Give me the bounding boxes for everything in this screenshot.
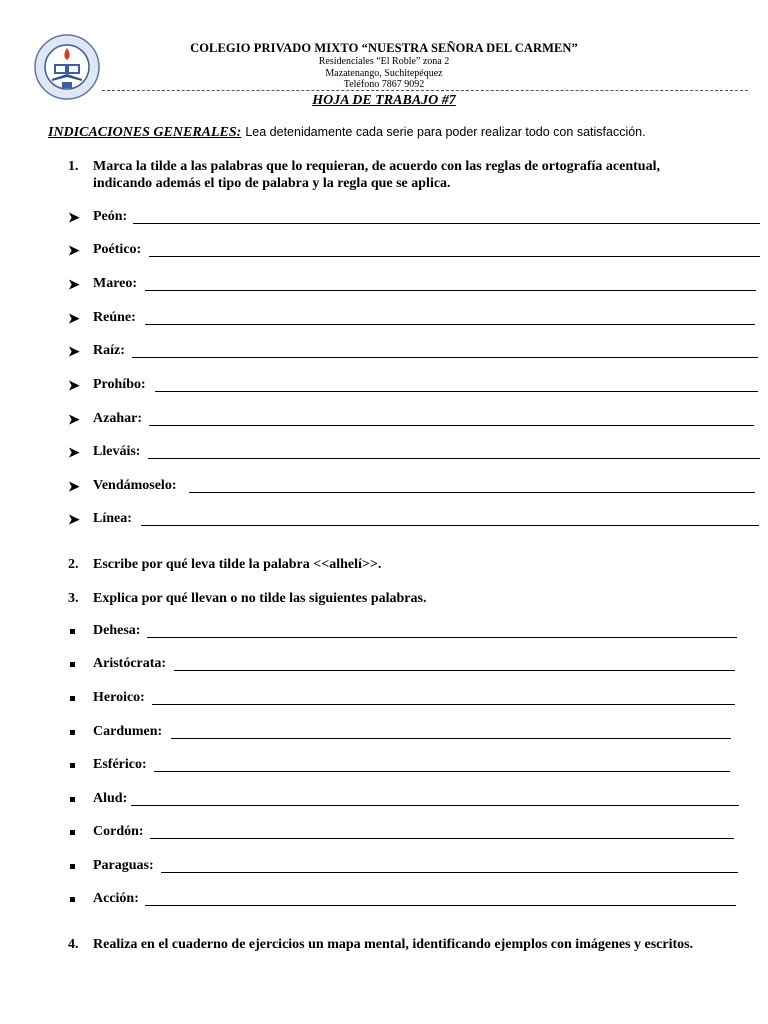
general-instructions [48,125,646,141]
square-bullet-icon [70,897,75,902]
square-bullet-icon [70,830,75,835]
arrow-bullet-icon: ➤ [68,413,80,428]
answer-line[interactable] [148,458,760,459]
answer-line[interactable] [149,256,760,257]
arrow-bullet-icon: ➤ [68,446,80,461]
arrow-bullet-icon: ➤ [68,211,80,226]
arrow-bullet-icon: ➤ [68,379,80,394]
school-logo [34,34,100,100]
answer-line[interactable] [189,492,755,493]
instructions-text: Lea detenidamente cada serie para poder realizar todo con satisfacción. [245,125,646,139]
answer-line[interactable] [150,838,734,839]
answer-line[interactable] [141,525,759,526]
answer-line[interactable] [149,425,754,426]
word-label: Vendámoselo: [93,478,177,493]
answer-line[interactable] [145,324,755,325]
answer-line[interactable] [145,905,736,906]
answer-line[interactable] [174,670,735,671]
school-name: COLEGIO PRIVADO MIXTO “NUESTRA SEÑORA DEL CARMEN” [190,41,578,55]
arrow-bullet-icon: ➤ [68,312,80,327]
question-1 [68,158,722,192]
word-label: Heroico: [93,690,145,705]
square-bullet-icon [70,662,75,667]
square-bullet-icon [70,696,75,701]
word-label: Dehesa: [93,623,141,638]
square-bullet-icon [70,797,75,802]
word-label: Cordón: [93,824,144,839]
square-bullet-icon [70,629,75,634]
answer-line[interactable] [154,771,730,772]
question-3 [68,590,722,607]
question-2 [68,556,722,573]
question-number: 1. [68,159,79,174]
word-label: Lleváis: [93,444,141,459]
worksheet-title: HOJA DE TRABAJO #7 [312,93,456,108]
word-label: Raíz: [93,343,125,358]
answer-line[interactable] [171,738,731,739]
word-label: Esférico: [93,757,147,772]
word-label: Cardumen: [93,724,163,739]
word-label: Reúne: [93,310,136,325]
arrow-bullet-icon: ➤ [68,345,80,360]
square-bullet-icon [70,864,75,869]
word-label: Azahar: [93,411,142,426]
instructions-label: INDICACIONES GENERALES: [48,125,242,140]
address-line-1: Residenciales “El Roble” zona 2 [318,56,450,67]
square-bullet-icon [70,763,75,768]
question-text: Escribe por qué leva tilde la palabra <<alhelí>>. [93,557,382,572]
question-text: Marca la tilde a las palabras que lo requieran, de acuerdo con las reglas de ortografía acentual, indicando además el tipo de palabra y la regla que se aplica. [93,159,660,191]
word-label: Paraguas: [93,858,154,873]
word-label: Acción: [93,891,139,906]
answer-line[interactable] [132,357,758,358]
header-divider [102,90,748,91]
square-bullet-icon [70,730,75,735]
answer-line[interactable] [131,805,739,806]
word-label: Mareo: [93,276,138,291]
answer-line[interactable] [161,872,738,873]
question-text: Realiza en el cuaderno de ejercicios un mapa mental, identificando ejemplos con imágenes y escritos. [93,937,694,952]
question-number: 2. [68,557,79,572]
word-label: Peón: [93,209,128,224]
question-number: 3. [68,591,79,606]
word-label: Alud: [93,791,128,806]
answer-line[interactable] [155,391,758,392]
question-number: 4. [68,937,79,952]
arrow-bullet-icon: ➤ [68,244,80,259]
arrow-bullet-icon: ➤ [68,513,80,528]
question-text: Explica por qué llevan o no tilde las siguientes palabras. [93,591,427,606]
answer-line[interactable] [145,290,756,291]
word-label: Aristócrata: [93,656,167,671]
answer-line[interactable] [152,704,735,705]
question-4 [68,936,722,953]
answer-line[interactable] [133,223,760,224]
letterhead [120,41,648,91]
answer-line[interactable] [147,637,737,638]
word-label: Línea: [93,511,132,526]
phone-number: Teléfono 7867 9092 [343,79,425,90]
word-label: Prohíbo: [93,377,146,392]
arrow-bullet-icon: ➤ [68,278,80,293]
address-line-2: Mazatenango, Suchitepéquez [325,67,443,79]
arrow-bullet-icon: ➤ [68,480,80,495]
word-label: Poético: [93,242,142,257]
